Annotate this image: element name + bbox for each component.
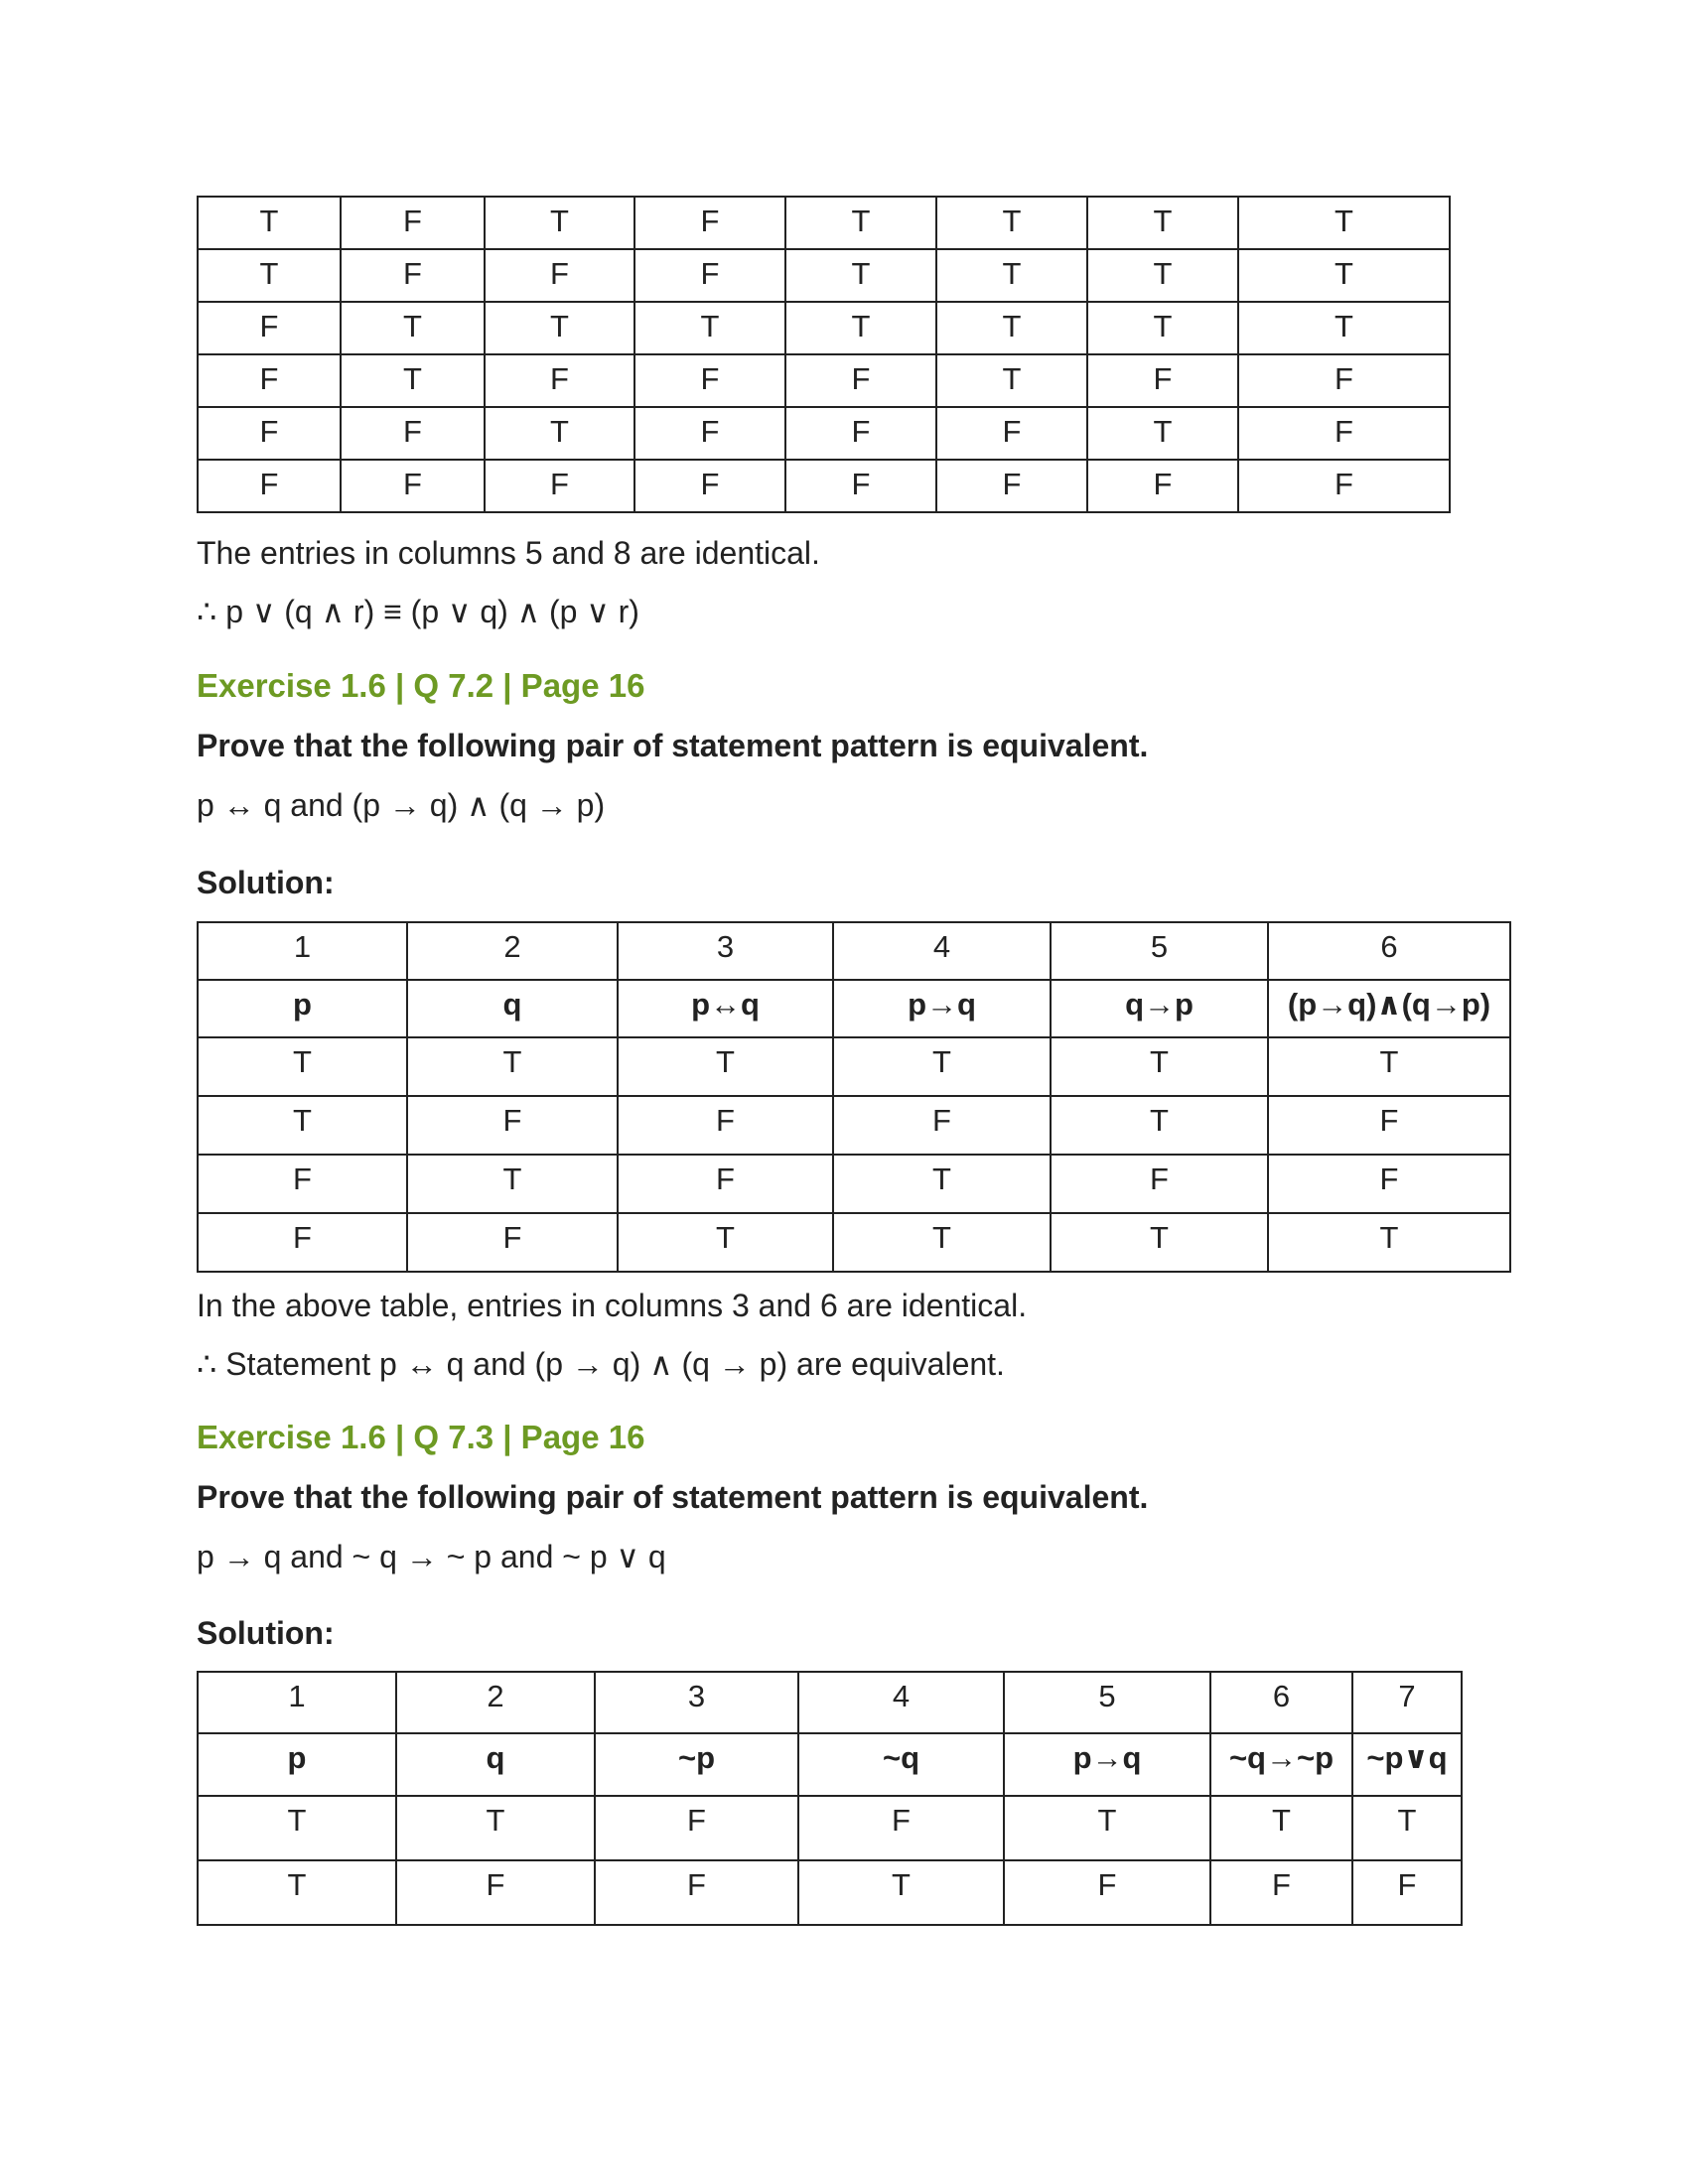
table-cell: F — [634, 249, 785, 302]
table-cell: F — [198, 1155, 407, 1213]
table-cell: T — [1087, 407, 1238, 460]
table-cell: T — [634, 302, 785, 354]
table-cell: T — [341, 354, 485, 407]
table-cell: T — [618, 1213, 833, 1272]
solution-label-7-3: Solution: — [197, 1615, 335, 1651]
table-cell: T — [485, 407, 634, 460]
table-row — [198, 1096, 1510, 1155]
table-cell: T — [198, 197, 341, 249]
table-cell: T — [485, 197, 634, 249]
table-row — [198, 1037, 1510, 1096]
table-cell: T — [785, 197, 936, 249]
table-row — [198, 249, 1450, 302]
table-cell: 6 — [1210, 1672, 1352, 1733]
table-cell: T — [798, 1860, 1004, 1925]
exercise-heading-7-2: Exercise 1.6 | Q 7.2 | Page 16 — [197, 667, 645, 704]
table-cell: F — [198, 1213, 407, 1272]
table-cell: ~p∨q — [1352, 1733, 1462, 1796]
table-cell: F — [341, 249, 485, 302]
table-cell: T — [936, 354, 1087, 407]
table-cell: T — [1004, 1796, 1210, 1860]
table-row — [198, 1796, 1462, 1860]
table-cell: ~q→~p — [1210, 1733, 1352, 1796]
table-cell: q — [396, 1733, 595, 1796]
table-cell: T — [198, 1096, 407, 1155]
truth-table-7-3 — [197, 1671, 1463, 1926]
table-cell: F — [936, 407, 1087, 460]
table-cell: F — [198, 407, 341, 460]
table-cell: F — [485, 249, 634, 302]
table-cell: F — [634, 354, 785, 407]
table-cell: F — [485, 460, 634, 512]
table-cell: F — [407, 1213, 618, 1272]
table-cell: F — [1238, 407, 1450, 460]
table-cell: 7 — [1352, 1672, 1462, 1733]
table-cell: T — [1087, 197, 1238, 249]
table-cell: F — [634, 197, 785, 249]
table-cell: F — [595, 1796, 798, 1860]
question-text-7-3: Prove that the following pair of statement pattern is equivalent. — [197, 1479, 1149, 1515]
table-cell: T — [396, 1796, 595, 1860]
table-cell: F — [341, 197, 485, 249]
table-cell: T — [618, 1037, 833, 1096]
table-cell: F — [936, 460, 1087, 512]
table-row — [198, 460, 1450, 512]
table-cell: T — [936, 302, 1087, 354]
table-row — [198, 1733, 1462, 1796]
table-cell: 1 — [198, 1672, 396, 1733]
table-row — [198, 1213, 1510, 1272]
table-cell: F — [634, 407, 785, 460]
table-cell: F — [341, 407, 485, 460]
table-cell: F — [1238, 354, 1450, 407]
table-cell: T — [833, 1155, 1051, 1213]
table-cell: T — [341, 302, 485, 354]
table-cell: F — [1352, 1860, 1462, 1925]
table-row — [198, 1860, 1462, 1925]
table-cell: T — [785, 249, 936, 302]
table-cell: F — [798, 1796, 1004, 1860]
table-cell: 3 — [595, 1672, 798, 1733]
statement-7-3: p → q and ~ q → ~ p and ~ p ∨ q — [197, 1539, 666, 1574]
table-cell: F — [1051, 1155, 1268, 1213]
table-cell: T — [1238, 302, 1450, 354]
table-cell: F — [485, 354, 634, 407]
table-cell: T — [1238, 197, 1450, 249]
table-cell: T — [198, 1796, 396, 1860]
table-cell: T — [1210, 1796, 1352, 1860]
table-cell: F — [198, 302, 341, 354]
truth-table-7-2 — [197, 921, 1511, 1273]
table-cell: T — [1268, 1037, 1510, 1096]
table-cell: F — [785, 407, 936, 460]
table-cell: T — [407, 1155, 618, 1213]
table-cell: ~q — [798, 1733, 1004, 1796]
table-row — [198, 1672, 1462, 1733]
table-cell: T — [1352, 1796, 1462, 1860]
table-cell: T — [485, 302, 634, 354]
table-cell: F — [618, 1155, 833, 1213]
exercise-heading-7-3: Exercise 1.6 | Q 7.3 | Page 16 — [197, 1419, 645, 1455]
table-cell: F — [1238, 460, 1450, 512]
table-row — [198, 407, 1450, 460]
table-cell: 2 — [407, 922, 618, 980]
solution-label-7-2: Solution: — [197, 865, 335, 900]
table-cell: F — [785, 354, 936, 407]
table-cell: F — [785, 460, 936, 512]
table-cell: T — [198, 1860, 396, 1925]
table-cell: F — [1268, 1155, 1510, 1213]
table-cell: T — [198, 1037, 407, 1096]
therefore-statement: ∴ p ∨ (q ∧ r) ≡ (p ∨ q) ∧ (p ∨ r) — [197, 594, 639, 629]
table-cell: F — [1210, 1860, 1352, 1925]
table-cell: T — [1051, 1213, 1268, 1272]
table-cell: F — [198, 354, 341, 407]
conclusion-text: The entries in columns 5 and 8 are identical. — [197, 535, 820, 571]
table-cell: 4 — [798, 1672, 1004, 1733]
table-cell: 4 — [833, 922, 1051, 980]
table-row — [198, 1155, 1510, 1213]
table-cell: F — [341, 460, 485, 512]
table-cell: ~p — [595, 1733, 798, 1796]
table-cell: T — [198, 249, 341, 302]
table-cell: p — [198, 980, 407, 1037]
table-cell: T — [936, 197, 1087, 249]
table-cell: F — [634, 460, 785, 512]
table-cell: F — [396, 1860, 595, 1925]
table-cell: F — [1087, 354, 1238, 407]
table-cell: F — [618, 1096, 833, 1155]
table-cell: F — [1268, 1096, 1510, 1155]
table-row — [198, 980, 1510, 1037]
question-text-7-2: Prove that the following pair of statement pattern is equivalent. — [197, 728, 1149, 763]
table-cell: 2 — [396, 1672, 595, 1733]
table-cell: 1 — [198, 922, 407, 980]
table-row — [198, 922, 1510, 980]
table-cell: p→q — [1004, 1733, 1210, 1796]
table-cell: p — [198, 1733, 396, 1796]
table-row — [198, 354, 1450, 407]
conclusion-text-7-2: In the above table, entries in columns 3 and 6 are identical. — [197, 1288, 1028, 1323]
table-cell: (p→q)∧(q→p) — [1268, 980, 1510, 1037]
table-cell: T — [1087, 249, 1238, 302]
table-cell: T — [1268, 1213, 1510, 1272]
table-cell: F — [1087, 460, 1238, 512]
table-cell: p↔q — [618, 980, 833, 1037]
therefore-statement-7-2: ∴ Statement p ↔ q and (p → q) ∧ (q → p) are equivalent. — [197, 1346, 1005, 1382]
table-cell: 6 — [1268, 922, 1510, 980]
table-cell: F — [833, 1096, 1051, 1155]
table-cell: F — [198, 460, 341, 512]
table-cell: p→q — [833, 980, 1051, 1037]
table-row — [198, 302, 1450, 354]
table-cell: q — [407, 980, 618, 1037]
table-cell: T — [1087, 302, 1238, 354]
table-cell: T — [407, 1037, 618, 1096]
table-cell: 3 — [618, 922, 833, 980]
table-cell: q→p — [1051, 980, 1268, 1037]
table-cell: F — [595, 1860, 798, 1925]
statement-7-2: p ↔ q and (p → q) ∧ (q → p) — [197, 787, 606, 823]
table-cell: F — [407, 1096, 618, 1155]
table-row — [198, 197, 1450, 249]
table-cell: T — [1238, 249, 1450, 302]
table-cell: T — [785, 302, 936, 354]
table-cell: 5 — [1004, 1672, 1210, 1733]
table-cell: 5 — [1051, 922, 1268, 980]
table-cell: T — [936, 249, 1087, 302]
table-cell: T — [833, 1213, 1051, 1272]
truth-table-continued — [197, 196, 1451, 513]
table-cell: F — [1004, 1860, 1210, 1925]
table-cell: T — [833, 1037, 1051, 1096]
table-cell: T — [1051, 1037, 1268, 1096]
table-cell: T — [1051, 1096, 1268, 1155]
